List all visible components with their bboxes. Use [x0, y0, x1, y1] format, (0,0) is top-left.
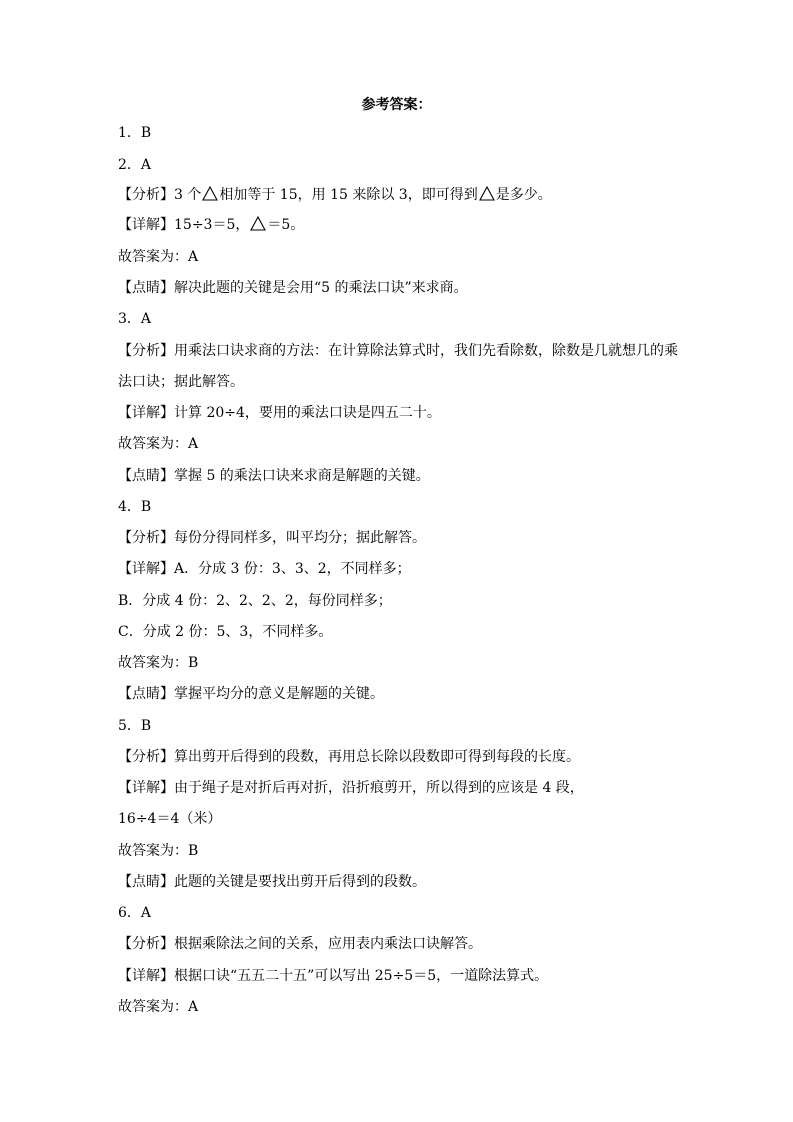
detail-line [118, 215, 688, 235]
text-line: 故答案为：B [118, 843, 199, 859]
text-line: 16÷4＝4（米） [118, 811, 222, 827]
text-line: 法口诀；据此解答。 [118, 374, 244, 390]
text-segment: ＝5。 [267, 217, 305, 233]
analysis-line [118, 185, 688, 205]
text-line: 【详解】计算 20÷4，要用的乘法口诀是四五二十。 [118, 405, 441, 421]
triangle-outline-icon [479, 186, 495, 201]
triangle-outline-icon [250, 216, 266, 231]
text-line: 【分析】用乘法口诀求商的方法：在计算除法算式时，我们先看除数，除数是几就想几的乘 [118, 343, 678, 359]
text-line: 【点睛】解决此题的关键是会用“5 的乘法口诀”来求商。 [118, 280, 468, 296]
text-line: B．分成 4 份：2、2、2、2，每份同样多； [118, 593, 392, 609]
text-segment: 15÷3＝5， [174, 217, 250, 233]
text-line: C．分成 2 份：5、3，不同样多。 [118, 624, 333, 640]
answer-line-2: 2．A [118, 157, 152, 173]
text-line: 故答案为：B [118, 655, 199, 671]
text-line: 【点睛】掌握平均分的意义是解题的关键。 [118, 686, 384, 702]
text-line: 【点睛】此题的关键是要找出剪开后得到的段数。 [118, 874, 426, 890]
answer-line-1: 1．B [118, 125, 152, 141]
answer-line-4: 4．B [118, 499, 152, 515]
text-line: 【详解】根据口诀“五五二十五”可以写出 25÷5＝5，一道除法算式。 [118, 968, 549, 984]
text-line: 【点睛】掌握 5 的乘法口诀来求商是解题的关键。 [118, 468, 430, 484]
answer-line-6: 6．A [118, 905, 152, 921]
text-segment: 3 个 [174, 187, 202, 203]
tag-analysis: 【分析】 [118, 187, 174, 203]
tag-detail: 【详解】 [118, 217, 174, 233]
triangle-outline-icon [202, 186, 218, 201]
text-segment: 是多少。 [495, 187, 552, 203]
text-line: 【分析】每份分得同样多，叫平均分；据此解答。 [118, 530, 426, 546]
text-line: 【分析】算出剪开后得到的段数，再用总长除以段数即可得到每段的长度。 [118, 749, 580, 765]
text-line: 故答案为：A [118, 999, 199, 1015]
text-line: 【分析】根据乘除法之间的关系，应用表内乘法口诀解答。 [118, 936, 482, 952]
text-line: 【详解】由于绳子是对折后再对折，沿折痕剪开，所以得到的应该是 4 段， [118, 780, 584, 796]
answer-line-5: 5．B [118, 718, 152, 734]
text-segment: 相加等于 15，用 15 来除以 3，即可得到 [219, 187, 478, 203]
page-title: 参考答案： [361, 97, 432, 113]
text-line: 故答案为：A [118, 436, 199, 452]
answer-line-3: 3．A [118, 311, 152, 327]
text-line: 故答案为：A [118, 249, 199, 265]
text-line: 【详解】A．分成 3 份：3、3、2，不同样多； [118, 561, 411, 577]
